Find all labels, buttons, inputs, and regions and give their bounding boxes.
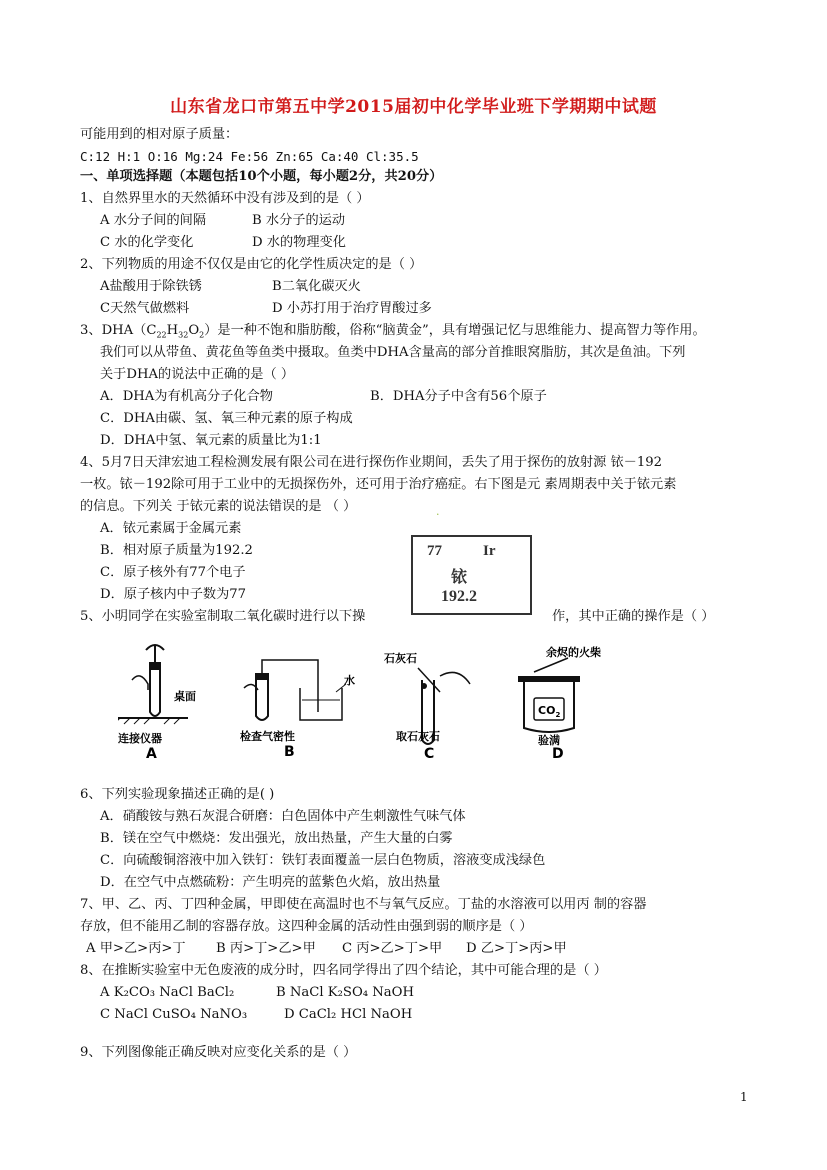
- q8-option-d: D CaCl₂ HCl NaOH: [284, 1007, 413, 1022]
- q6-option-d: D．在空气中点燃硫粉：产生明亮的蓝紫色火焰，放出热量: [100, 875, 441, 890]
- q5-stem-b: 作，其中正确的操作是（ ）: [552, 609, 715, 624]
- q7-option-b: B 丙>丁>乙>甲: [216, 941, 316, 956]
- q3-option-b: B．DHA分子中含有56个原子: [370, 389, 547, 404]
- q4-option-c: C．原子核外有77个电子: [100, 565, 246, 580]
- figure-b-check-airtightness: [240, 660, 355, 760]
- figure-b-label: 检查气密性: [240, 730, 295, 743]
- page-number: 1: [740, 1090, 748, 1104]
- q6-option-c: C．向硫酸铜溶液中加入铁钉：铁钉表面覆盖一层白色物质，溶液变成浅绿色: [100, 853, 546, 868]
- q7-option-a: A 甲>乙>丙>丁: [86, 941, 186, 956]
- q2-option-c: C天然气做燃料: [100, 301, 190, 316]
- figure-c-label: 取石灰石: [396, 730, 440, 743]
- q4-option-b: B．相对原子质量为192.2: [100, 543, 253, 558]
- q7-line-2: 存放，但不能用乙制的容器存放。这四种金属的活动性由强到弱的顺序是（ ）: [80, 919, 533, 934]
- q3-stem-post: ）是一种不饱和脂肪酸，俗称“脑黄金”，具有增强记忆与思维能力、提高智力等作用。: [204, 323, 706, 338]
- element-symbol: Ir: [483, 543, 496, 559]
- atomic-mass: 192.2: [441, 588, 477, 605]
- q1-option-c: C 水的化学变化: [100, 235, 194, 250]
- q3-stem-pre: 3、DHA（C: [80, 323, 157, 338]
- figure-a-label: 连接仪器: [118, 732, 162, 745]
- q3-line-2: 我们可以从带鱼、黄花鱼等鱼类中摄取。鱼类中DHA含量高的部分首推眼窝脂肪，其次是鱼油。下列: [100, 345, 686, 360]
- section-1-heading: 一、单项选择题（本题包括10个小题，每小题2分，共20分）: [80, 169, 443, 184]
- figure-b-side-label: 水: [344, 674, 355, 687]
- q1-option-d: D 水的物理变化: [252, 235, 346, 250]
- figure-c-letter: C: [424, 746, 435, 762]
- element-name: 铱: [451, 569, 468, 586]
- q9-stem: 9、下列图像能正确反映对应变化关系的是（ ）: [80, 1045, 357, 1060]
- q3-formula-h: H: [166, 323, 179, 338]
- q1-stem: 1、自然界里水的天然循环中没有涉及到的是（ ）: [80, 191, 370, 206]
- figure-c-take-limestone: [384, 651, 470, 762]
- q8-option-c: C NaCl CuSO₄ NaNO₃: [100, 1007, 248, 1022]
- q7-option-c: C 丙>乙>丁>甲: [342, 941, 443, 956]
- q7-line-1: 7、甲、乙、丙、丁四种金属，甲即使在高温时也不与氧气反应。丁盐的水溶液可以用丙 制的容器: [80, 897, 647, 912]
- stray-mark: .: [436, 505, 440, 518]
- atomic-masses: C:12 H:1 O:16 Mg:24 Fe:56 Zn:65 Ca:40 Cl:35.5: [80, 149, 419, 164]
- q3-sub-o: 2: [199, 330, 205, 340]
- q2-option-b: B二氧化碳灭火: [272, 279, 361, 294]
- figure-a-connect-apparatus: [118, 645, 196, 762]
- q5-stem-a: 5、小明同学在实验室制取二氧化碳时进行以下操: [80, 609, 366, 624]
- q3-option-a: A．DHA为有机高分子化合物: [100, 389, 273, 404]
- q8-option-a: A K₂CO₃ NaCl BaCl₂: [100, 985, 235, 1000]
- q3-option-d: D．DHA中氢、氧元素的质量比为1:1: [100, 433, 322, 448]
- q6-option-b: B．镁在空气中燃烧：发出强光，放出热量，产生大量的白雾: [100, 831, 453, 846]
- q2-option-a: A盐酸用于除铁锈: [100, 279, 202, 294]
- figure-d-letter: D: [552, 746, 564, 762]
- q4-option-a: A．铱元素属于金属元素: [100, 521, 242, 536]
- q4-option-d: D．原子核内中子数为77: [100, 587, 247, 602]
- figure-d-top-label: 余烬的火柴: [546, 646, 601, 659]
- q4-line-2: 一枚。铱－192除可用于工业中的无损探伤外，还可用于治疗癌症。右下图是元 素周期表中关于铱元素: [80, 477, 677, 492]
- q7-option-d: D 乙>丁>丙>甲: [466, 941, 567, 956]
- q3-option-c: C．DHA由碳、氢、氧三种元素的原子构成: [100, 411, 353, 426]
- exam-title: 山东省龙口市第五中学2015届初中化学毕业班下学期期中试题: [170, 97, 657, 117]
- q6-stem: 6、下列实验现象描述正确的是( ): [80, 787, 275, 802]
- q3-sub-h: 32: [178, 330, 189, 340]
- q3-formula-o: O: [188, 323, 200, 338]
- q6-option-a: A．硝酸铵与熟石灰混合研磨：白色固体中产生刺激性气味气体: [100, 809, 466, 824]
- figure-c-top-label: 石灰石: [384, 652, 417, 665]
- figure-a-side-label: 桌面: [174, 690, 196, 703]
- figure-d-gas: $CO_2$: [538, 704, 561, 719]
- q1-option-a: A 水分子间的间隔: [100, 213, 207, 228]
- periodic-table-cell-iridium: [411, 535, 532, 615]
- q2-option-d: D 小苏打用于治疗胃酸过多: [272, 301, 432, 316]
- q2-stem: 2、下列物质的用途不仅仅是由它的化学性质决定的是（ ）: [80, 257, 423, 272]
- q4-line-1: 4、5月7日天津宏迪工程检测发展有限公司在进行探伤作业期间，丢失了用于探伤的放射源 铱－192: [80, 455, 663, 470]
- q8-option-b: B NaCl K₂SO₄ NaOH: [276, 985, 414, 1000]
- figure-a-letter: A: [146, 746, 157, 762]
- q1-option-b: B 水分子的运动: [252, 213, 346, 228]
- q8-stem: 8、在推断实验室中无色废液的成分时，四名同学得出了四个结论，其中可能合理的是（ ）: [80, 963, 607, 978]
- q3-line-3: 关于DHA的说法中正确的是（ ）: [100, 367, 295, 382]
- atomic-number: 77: [427, 543, 442, 559]
- intro-line-1: 可能用到的相对原子质量：: [80, 127, 239, 142]
- figure-b-letter: B: [284, 744, 295, 760]
- q3-sub-c: 22: [156, 330, 167, 340]
- q4-line-3: 的信息。下列关 于铱元素的说法错误的是 （ ）: [80, 499, 357, 514]
- figure-d-label: 验满: [538, 734, 560, 747]
- q3-stem: [80, 322, 706, 345]
- figure-d-check-full: [518, 645, 601, 762]
- lab-operations-figure: [118, 640, 618, 765]
